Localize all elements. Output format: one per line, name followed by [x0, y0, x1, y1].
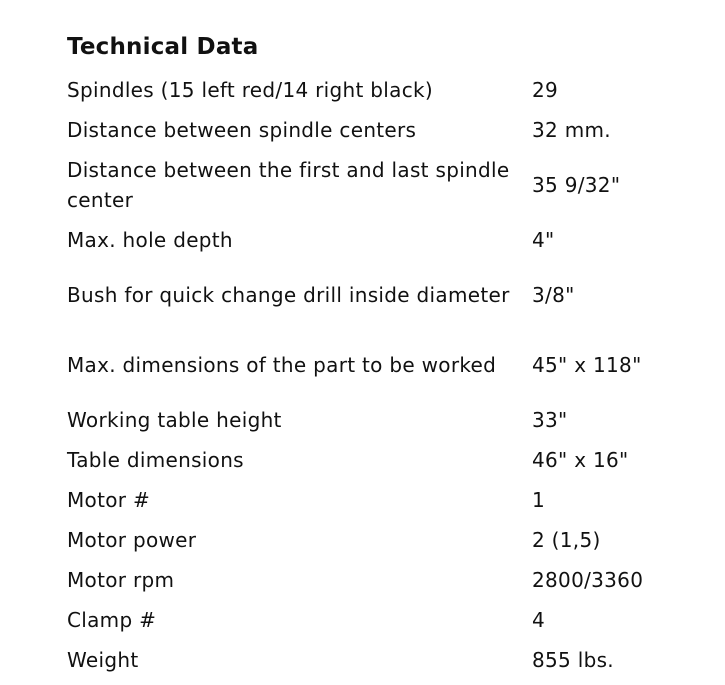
spec-value: 45" x 118": [532, 353, 642, 377]
table-row: [60, 440, 700, 480]
spec-value: 2 (1,5): [532, 528, 601, 552]
table-row: [60, 400, 700, 440]
spec-value: 3/8": [532, 283, 575, 307]
table-row: [60, 640, 700, 680]
spec-value: 29: [532, 78, 559, 102]
spec-value: 2800/3360: [532, 568, 644, 592]
spec-value: 4: [532, 608, 546, 632]
table-row: [60, 520, 700, 560]
table-row: [60, 560, 700, 600]
spec-label: Distance between the first and last spindle center: [67, 158, 510, 212]
spec-label: Motor power: [67, 528, 197, 552]
spec-value: 32 mm.: [532, 118, 611, 142]
spec-label: Motor #: [67, 488, 151, 512]
table-row: [60, 70, 700, 110]
spec-value: 35 9/32": [532, 173, 621, 197]
spec-label: Clamp #: [67, 608, 157, 632]
specs-table: [60, 70, 700, 680]
spec-label: Max. dimensions of the part to be worked: [67, 353, 497, 377]
spec-label: Weight: [67, 648, 139, 672]
spec-label: Max. hole depth: [67, 228, 233, 252]
spec-value: 4": [532, 228, 555, 252]
spec-label: Bush for quick change drill inside diameter: [67, 283, 510, 307]
spec-label: Spindles (15 left red/14 right black): [67, 78, 433, 102]
spec-label: Motor rpm: [67, 568, 175, 592]
spec-value: 1: [532, 488, 546, 512]
page-title: Technical Data: [67, 34, 259, 60]
spec-label: Working table height: [67, 408, 282, 432]
spec-value: 855 lbs.: [532, 648, 614, 672]
table-row: [60, 330, 700, 400]
spec-label: Distance between spindle centers: [67, 118, 417, 142]
table-row: [60, 260, 700, 330]
spec-value: 46" x 16": [532, 448, 629, 472]
table-row: [60, 220, 700, 260]
table-row: [60, 150, 700, 220]
spec-label: Table dimensions: [67, 448, 244, 472]
table-row: [60, 110, 700, 150]
table-row: [60, 600, 700, 640]
table-row: [60, 480, 700, 520]
spec-value: 33": [532, 408, 568, 432]
